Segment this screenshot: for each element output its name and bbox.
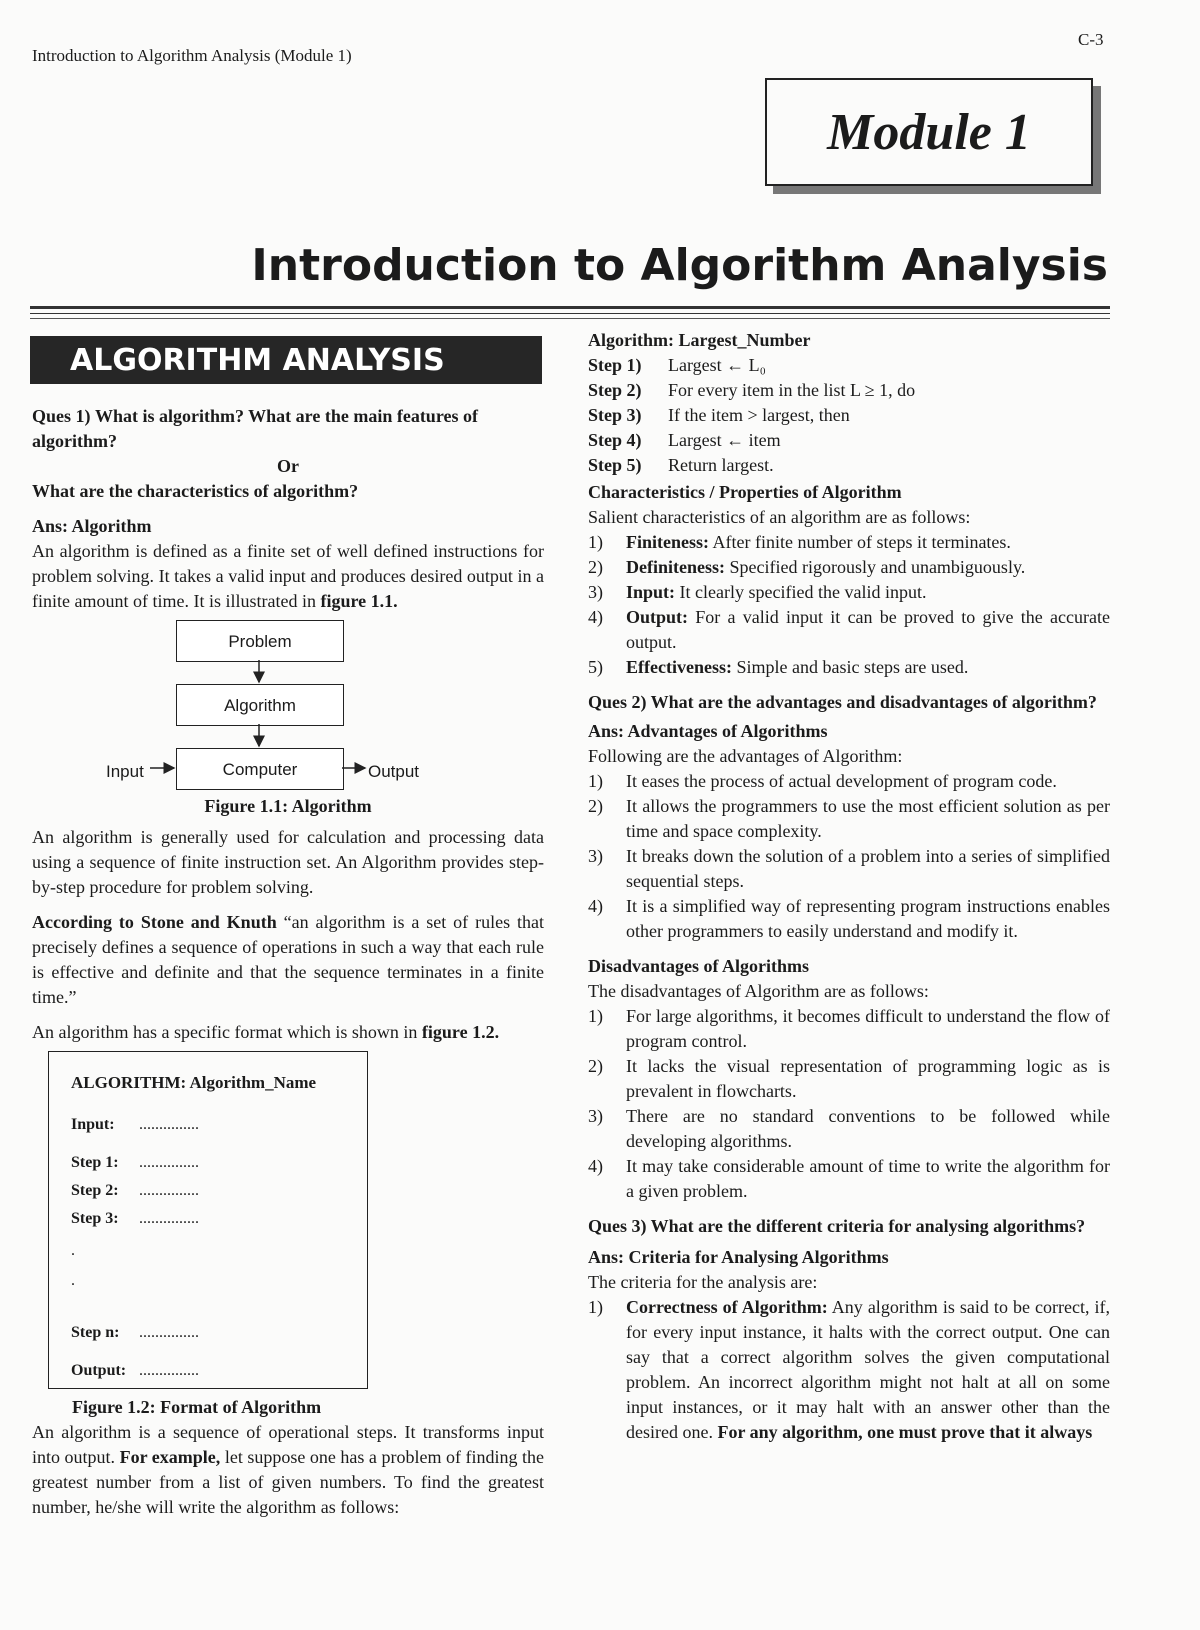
list-num: 3) — [588, 846, 603, 866]
alg-step-text: For every item in the list L ≥ 1, do — [668, 380, 916, 400]
template-step1-dots: ............... — [139, 1154, 199, 1171]
format-text: An algorithm has a specific format which is shown in — [32, 1022, 418, 1042]
list-desc: Simple and basic steps are used. — [736, 657, 969, 677]
advantages-heading: Ans: Advantages of Algorithms — [588, 721, 828, 741]
list-desc: It clearly specified the valid input. — [679, 582, 927, 602]
list-key: Output: — [626, 607, 689, 627]
list-item — [588, 580, 1110, 605]
criteria-heading: Ans: Criteria for Analysing Algorithms — [588, 1247, 889, 1267]
template-step2-dots: ............... — [139, 1182, 199, 1199]
list-text: For large algorithms, it becomes difficult to understand the flow of program control. — [626, 1006, 1110, 1051]
figure-1-diagram — [32, 614, 544, 790]
template-stepn-dots: ............... — [139, 1324, 199, 1341]
alg-step — [588, 428, 1110, 453]
list-key: Effectiveness: — [626, 657, 732, 677]
section-banner: ALGORITHM ANALYSIS — [30, 336, 542, 384]
list-item — [588, 1154, 1110, 1204]
list-num: 1) — [588, 1006, 603, 1026]
list-text: It lacks the visual representation of programming logic as is prevalent in flowcharts. — [626, 1056, 1110, 1101]
list-text: There are no standard conventions to be followed while developing algorithms. — [626, 1106, 1110, 1151]
alg-step-num: Step 2) — [588, 380, 642, 400]
list-item — [588, 844, 1110, 894]
criteria-text-a: Any algorithm is said to be correct, if, for every input instance, it halts with the correct output. One can say that a correct algorithm solves the given computational problem. An incorrect algorithm might not halt at all on some input instances, or it may halt with an answer other than the desired one. — [626, 1297, 1111, 1442]
paragraph-knuth — [32, 910, 544, 1010]
algorithm-title: Algorithm: Largest_Number — [588, 330, 811, 350]
list-item — [588, 894, 1110, 944]
list-item — [588, 1104, 1110, 1154]
alg-step — [588, 378, 1110, 403]
left-column — [32, 404, 544, 1520]
answer-1-heading: Ans: Algorithm — [32, 516, 152, 536]
list-num: 2) — [588, 1056, 603, 1076]
template-step1-label: Step 1: — [71, 1154, 119, 1171]
alg-step-text: Return largest. — [668, 455, 774, 475]
question-2: Ques 2) What are the advantages and disadvantages of algorithm? — [588, 692, 1097, 712]
list-desc: For a valid input it can be proved to give the accurate output. — [626, 607, 1110, 652]
disadvantages-intro: The disadvantages of Algorithm are as follows: — [588, 981, 929, 1001]
list-text: It allows the programmers to use the most efficient solution as per time and space complexity. — [626, 796, 1110, 841]
template-step2-label: Step 2: — [71, 1182, 119, 1199]
list-num: 1) — [588, 532, 603, 552]
list-item — [588, 605, 1110, 655]
list-num: 1) — [588, 771, 603, 791]
template-output-label: Output: — [71, 1362, 127, 1379]
alg-step-text: Largest ← L₀ — [668, 355, 766, 375]
figure-2-template — [48, 1051, 368, 1389]
template-ellipsis-2: . — [71, 1272, 75, 1289]
criteria-text-b: For any algorithm, one must prove that it always — [717, 1422, 1093, 1442]
knuth-lead: According to Stone and Knuth — [32, 912, 277, 932]
running-header: Introduction to Algorithm Analysis (Module 1) — [32, 46, 352, 65]
example-text-c: let suppose one has a problem of finding the greatest number from a list of given numbers. To find the greatest number, he/she will write the algorithm as follows: — [32, 1447, 545, 1517]
criteria-intro: The criteria for the analysis are: — [588, 1272, 818, 1292]
list-item — [588, 1004, 1110, 1054]
advantages-intro: Following are the advantages of Algorithm: — [588, 746, 903, 766]
list-num: 5) — [588, 657, 603, 677]
algorithm-box: Algorithm — [176, 684, 344, 726]
answer-1-paragraph — [32, 539, 544, 614]
alg-step-num: Step 5) — [588, 455, 642, 475]
list-key: Finiteness: — [626, 532, 709, 552]
list-num: 3) — [588, 1106, 603, 1126]
title-rule — [30, 306, 1110, 309]
list-desc: After finite number of steps it terminates. — [712, 532, 1011, 552]
computer-box: Computer — [176, 748, 344, 790]
list-item — [588, 1295, 1110, 1445]
title-rule-thin-2 — [30, 318, 1110, 319]
example-lead: For example, — [119, 1447, 221, 1467]
list-text — [626, 530, 1110, 555]
template-step3-dots: ............... — [139, 1210, 199, 1227]
list-num: 2) — [588, 557, 603, 577]
list-item — [588, 769, 1110, 794]
list-num: 2) — [588, 796, 603, 816]
list-num: 4) — [588, 1156, 603, 1176]
alg-step-text: Largest ← item — [668, 430, 781, 450]
list-text — [626, 605, 1110, 655]
question-1-text: What is algorithm? What are the main features of algorithm? — [32, 406, 478, 451]
list-text — [626, 555, 1110, 580]
module-badge-label: Module 1 — [827, 103, 1031, 161]
disadvantages-heading: Disadvantages of Algorithms — [588, 956, 810, 976]
question-1-label: Ques 1) — [32, 406, 91, 426]
list-item — [588, 530, 1110, 555]
paragraph-usage: An algorithm is generally used for calculation and processing data using a sequence of finite instruction set. An Algorithm provides step-by-step procedure for problem solving. — [32, 827, 544, 897]
chapter-title: Introduction to Algorithm Analysis — [251, 240, 1108, 291]
alg-step — [588, 403, 1110, 428]
list-text: It eases the process of actual development of program code. — [626, 771, 1057, 791]
template-step3-label: Step 3: — [71, 1210, 119, 1227]
figure-1-ref: figure 1.1. — [320, 591, 398, 611]
question-1 — [32, 404, 544, 454]
figure-1-arrows — [32, 614, 544, 790]
right-column — [588, 328, 1110, 1445]
module-badge — [765, 78, 1093, 186]
list-num: 4) — [588, 896, 603, 916]
or-separator: Or — [277, 456, 299, 476]
list-text: It is a simplified way of representing program instructions enables other programmers to easily understand and modify it. — [626, 896, 1110, 941]
knuth-quote: “an algorithm is a set of rules that precisely defines a sequence of operations in such a way that each rule is effective and definite and that the sequence terminates in a finite time.” — [32, 912, 544, 1007]
alg-step-text: If the item > largest, then — [668, 405, 850, 425]
figure-1-caption: Figure 1.1: Algorithm — [204, 796, 372, 816]
figure-2-ref: figure 1.2. — [421, 1022, 500, 1042]
alg-step — [588, 353, 1110, 378]
list-key: Input: — [626, 582, 676, 602]
template-heading: ALGORITHM: Algorithm_Name — [71, 1073, 317, 1092]
template-ellipsis-1: . — [71, 1242, 75, 1259]
title-rule-thin — [30, 313, 1110, 314]
paragraph-example — [32, 1420, 544, 1520]
input-label: Input — [106, 762, 144, 781]
characteristics-intro: Salient characteristics of an algorithm are as follows: — [588, 507, 971, 527]
list-num: 4) — [588, 607, 603, 627]
alg-step-num: Step 1) — [588, 355, 642, 375]
list-item — [588, 555, 1110, 580]
question-1-alt: What are the characteristics of algorithm? — [32, 481, 359, 501]
list-num: 1) — [588, 1297, 603, 1317]
template-output-dots: ............... — [139, 1362, 199, 1379]
figure-2-caption: Figure 1.2: Format of Algorithm — [72, 1397, 322, 1417]
problem-box: Problem — [176, 620, 344, 662]
list-item — [588, 794, 1110, 844]
list-key: Correctness of Algorithm: — [626, 1297, 828, 1317]
alg-step — [588, 453, 1110, 478]
answer-1-text: An algorithm is defined as a finite set of well defined instructions for problem solving. It takes a valid input and produces desired output in a finite amount of time. It is illustrated in — [32, 541, 544, 611]
list-key: Definiteness: — [626, 557, 725, 577]
alg-step-num: Step 3) — [588, 405, 642, 425]
list-text — [626, 580, 1110, 605]
alg-step-num: Step 4) — [588, 430, 642, 450]
characteristics-heading: Characteristics / Properties of Algorithm — [588, 482, 902, 502]
example-text-a: An algorithm is a sequence of operational steps. It transforms input into output. — [32, 1422, 544, 1467]
list-item — [588, 1054, 1110, 1104]
paragraph-format — [32, 1020, 544, 1045]
page-number: C-3 — [1078, 30, 1104, 49]
list-text: It may take considerable amount of time to write the algorithm for a given problem. — [626, 1156, 1110, 1201]
list-text: It breaks down the solution of a problem into a series of simplified sequential steps. — [626, 846, 1110, 891]
list-desc: Specified rigorously and unambiguously. — [729, 557, 1026, 577]
question-3: Ques 3) What are the different criteria for analysing algorithms? — [588, 1216, 1086, 1236]
list-num: 3) — [588, 582, 603, 602]
template-input-label: Input: — [71, 1116, 115, 1133]
template-stepn-label: Step n: — [71, 1324, 120, 1341]
list-text — [626, 655, 1110, 680]
template-input-dots: ............... — [139, 1116, 199, 1133]
list-text — [626, 1295, 1110, 1445]
list-item — [588, 655, 1110, 680]
output-label: Output — [368, 762, 420, 781]
